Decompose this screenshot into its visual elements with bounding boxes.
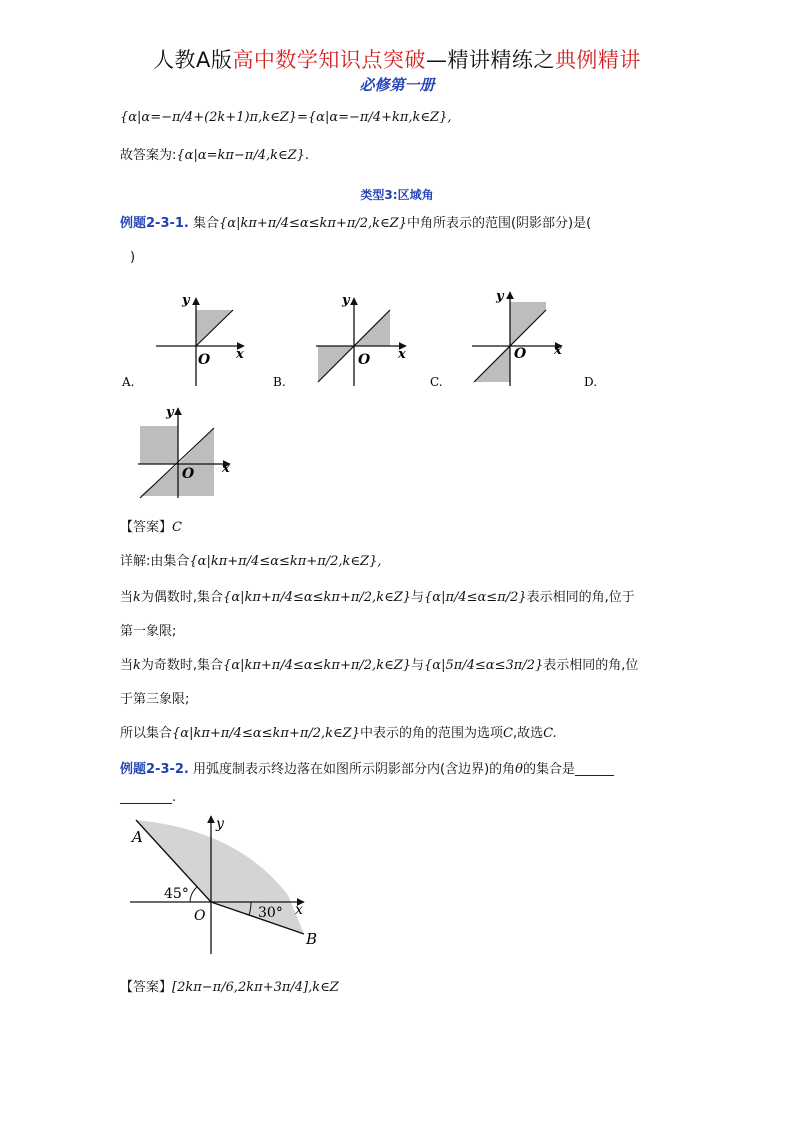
fig2-x-label: x — [295, 902, 303, 918]
header-title-part3: 精讲精练之 — [447, 48, 555, 72]
detail-line-2 — [120, 588, 635, 608]
detail-4-set: {α|kπ+π/4≤α≤kπ+π/2,k∈Z} — [223, 658, 411, 673]
fig2-y-label: y — [216, 816, 224, 832]
example-1-label: 例题2-3-1. — [120, 216, 189, 231]
option-c-figure — [472, 290, 562, 386]
example-2-label: 例题2-3-2. — [120, 762, 189, 777]
detail-6-set: {α|kπ+π/4≤α≤kπ+π/2,k∈Z} — [172, 726, 360, 741]
detail-4-text-b: 为奇数时,集合 — [140, 658, 224, 673]
header-title-dash: — — [425, 48, 448, 72]
detail-line-5: 于第三象限; — [120, 692, 190, 707]
option-d-label[interactable]: D. — [584, 375, 598, 389]
option-a-origin: O — [198, 352, 211, 368]
detail-2-text-b: 为偶数时,集合 — [140, 590, 224, 605]
detail-2-text-a: 当 — [120, 590, 134, 605]
detail-6-choice: C. — [543, 726, 557, 741]
answer-2-value: [2kπ−π/6,2kπ+3π/4],k∈Z — [172, 980, 339, 995]
example-2-figure — [118, 810, 358, 960]
detail-2-text-c: 与 — [411, 590, 425, 605]
option-d-x-label: x — [222, 461, 230, 476]
example-1-paren: ) — [130, 250, 136, 265]
example-1-question — [120, 214, 591, 234]
detail-2-k: k — [133, 590, 141, 605]
answer-1 — [120, 518, 182, 538]
option-b-label[interactable]: B. — [273, 375, 286, 389]
detail-4-text-a: 当 — [120, 658, 134, 673]
answer-2-label: 【答案】 — [120, 980, 173, 995]
detail-6-text-b: 中表示的角的范围为选项 — [359, 726, 503, 741]
shaded-sector — [136, 820, 288, 902]
detail-line-3: 第一象限; — [120, 624, 177, 639]
detail-4-text-c: 与 — [411, 658, 425, 673]
detail-4-k: k — [133, 658, 141, 673]
answer-1-label: 【答案】 — [120, 520, 173, 535]
answer-1-value: C — [172, 520, 182, 535]
options-figures — [118, 290, 718, 510]
example-1-text-a: 集合 — [193, 216, 220, 231]
option-b-x-label: x — [398, 347, 406, 362]
option-c-x-label: x — [554, 343, 562, 358]
detail-6-text-a: 所以集合 — [120, 726, 173, 741]
point-b-label: B — [306, 930, 318, 948]
header-title-part4: 典例精讲 — [554, 48, 641, 72]
example-2-question — [120, 760, 614, 780]
option-c-origin: O — [514, 346, 527, 362]
page-header — [0, 44, 794, 74]
option-a-label[interactable]: A. — [122, 375, 135, 389]
point-a-label: A — [132, 828, 143, 846]
header-title-part1: 人教A版 — [153, 48, 233, 72]
detail-1-set: {α|kπ+π/4≤α≤kπ+π/2,k∈Z}, — [189, 554, 382, 569]
answer-2 — [120, 978, 339, 998]
fig2-origin: O — [194, 908, 206, 924]
option-b-figure — [316, 293, 406, 386]
answer-set: {α|α=kπ−π/4,k∈Z}. — [176, 148, 310, 163]
solution-line-1: {α|α=−π/4+(2k+1)π,k∈Z}={α|α=−π/4+kπ,k∈Z}, — [120, 110, 452, 125]
option-a-figure — [156, 293, 244, 386]
angle-45-label: 45° — [164, 886, 189, 902]
example-2-text-a: 用弧度制表示终边落在如图所示阴影部分内(含边界)的角 — [193, 762, 516, 777]
example-2-blank: ________. — [120, 790, 177, 805]
detail-line-4 — [120, 656, 638, 676]
option-b-y-label: y — [342, 293, 350, 308]
option-a-x-label: x — [236, 347, 244, 362]
option-d-origin: O — [182, 466, 195, 482]
example-2-theta: θ — [515, 762, 523, 777]
angle-30-label: 30° — [258, 905, 283, 921]
option-d-y-label: y — [166, 405, 174, 420]
example-1-set: {α|kπ+π/4≤α≤kπ+π/2,k∈Z} — [219, 216, 407, 231]
option-d-figure — [138, 405, 230, 498]
example-1-text-b: 中角所表示的范围(阴影部分)是( — [406, 216, 592, 231]
option-c-label[interactable]: C. — [430, 375, 443, 389]
detail-2-set2: {α|π/4≤α≤π/2} — [424, 590, 527, 605]
option-b-origin: O — [358, 352, 371, 368]
solution-line-2 — [120, 146, 309, 166]
detail-6-text-d: ,故选 — [512, 726, 544, 741]
example-2-text-b: 的集合是______ — [523, 762, 615, 777]
detail-4-set2: {α|5π/4≤α≤3π/2} — [424, 658, 544, 673]
detail-1-text: 详解:由集合 — [120, 554, 190, 569]
option-c-y-label: y — [496, 290, 504, 304]
option-a-y-label: y — [182, 293, 190, 308]
detail-2-set: {α|kπ+π/4≤α≤kπ+π/2,k∈Z} — [223, 590, 411, 605]
page-subtitle: 必修第一册 — [359, 76, 435, 94]
detail-6-option: C — [502, 726, 513, 741]
detail-line-6 — [120, 724, 557, 744]
header-title-part2: 高中数学知识点突破 — [232, 48, 426, 72]
answer-prefix: 故答案为: — [120, 148, 177, 163]
detail-line-1 — [120, 552, 381, 572]
detail-2-text-d: 表示相同的角,位于 — [526, 590, 635, 605]
section-heading: 类型3:区域角 — [360, 188, 434, 202]
detail-4-text-d: 表示相同的角,位 — [543, 658, 639, 673]
